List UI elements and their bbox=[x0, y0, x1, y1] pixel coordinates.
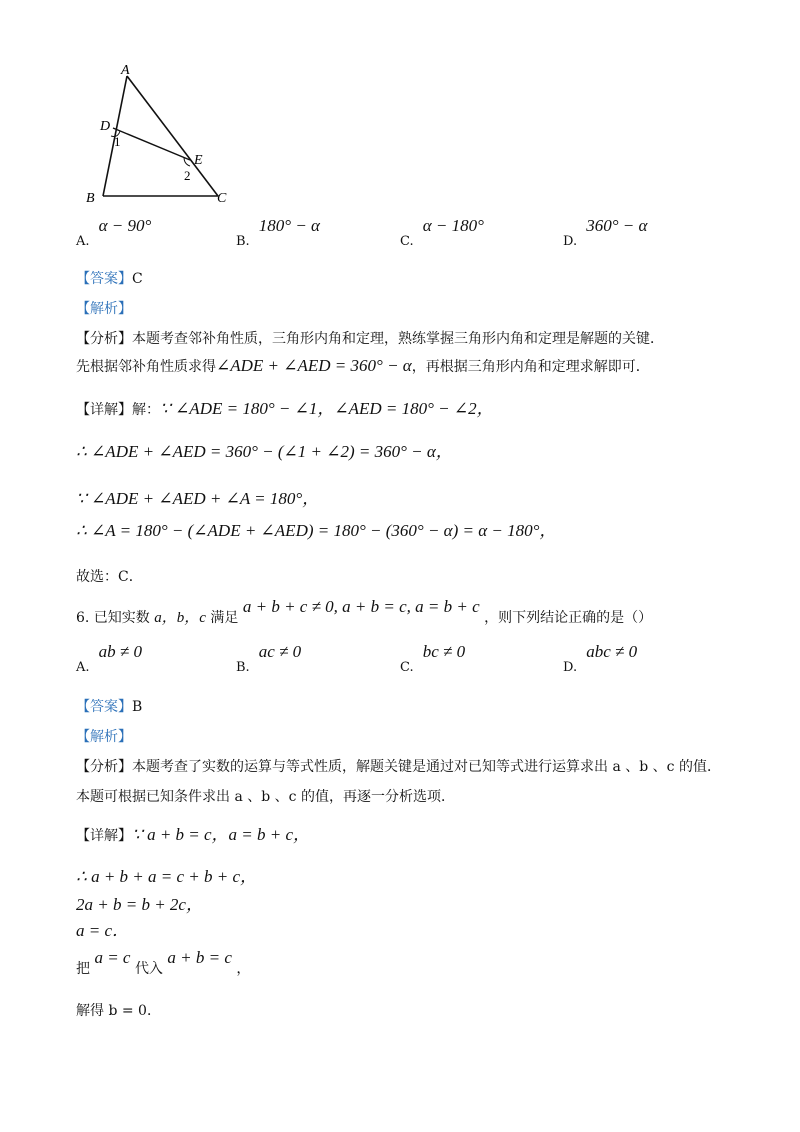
fenxi-prefix: 先根据邻补角性质求得 bbox=[76, 359, 216, 375]
q6-step3: 2a + b = b + 2c， bbox=[76, 895, 203, 914]
q6-xiangjie bbox=[76, 820, 310, 845]
stem-math: a + b + c ≠ 0, a + b = c, a = b + c bbox=[242, 597, 480, 616]
step5-m1: a = c bbox=[94, 948, 131, 967]
triangle-figure bbox=[80, 60, 250, 210]
q5-step4: ∴ ∠A = 180° − (∠ADE + ∠AED) = 180° − (360° − α) = α − 180°， bbox=[76, 521, 557, 540]
q6-answer bbox=[76, 696, 142, 716]
fenxi-suffix: ，再根据三角形内角和定理求解即可． bbox=[411, 359, 650, 375]
option-expr: α − 180° bbox=[422, 216, 484, 235]
q6-step4: a = c． bbox=[76, 921, 130, 940]
q5-fenxi bbox=[76, 328, 664, 348]
q6-option-a bbox=[76, 642, 142, 675]
option-expr: ab ≠ 0 bbox=[98, 642, 142, 661]
fenxi-text: 本题考查了实数的运算与等式性质，解题关键是通过对已知等式进行运算求出 a 、b 、c 的值． bbox=[132, 759, 721, 775]
label-C: C bbox=[217, 191, 227, 206]
step1: ∵ a + b = c，a = b + c， bbox=[132, 825, 311, 844]
q5-fenxi-line2 bbox=[76, 356, 650, 376]
answer-label: 【答案】 bbox=[76, 699, 132, 715]
option-expr: ac ≠ 0 bbox=[258, 642, 302, 661]
xiangjie-prefix: 解： bbox=[132, 402, 160, 418]
xiangjie-label: 【详解】 bbox=[76, 402, 132, 418]
label-B: B bbox=[86, 191, 95, 206]
label-2: 2 bbox=[184, 168, 191, 183]
q5-answer bbox=[76, 268, 143, 288]
stem-mid: 满足 bbox=[210, 610, 239, 626]
q6-fenxi bbox=[76, 756, 721, 776]
fenxi-label: 【分析】 bbox=[76, 759, 132, 775]
option-expr: bc ≠ 0 bbox=[422, 642, 466, 661]
q6-jiexi: 【解析】 bbox=[76, 729, 132, 745]
option-expr: abc ≠ 0 bbox=[586, 642, 638, 661]
step5-m2: a + b = c bbox=[167, 948, 232, 967]
option-letter: D. bbox=[563, 234, 578, 249]
q6-step5 bbox=[76, 948, 251, 977]
step5-prefix: 把 bbox=[76, 961, 90, 977]
stem-suffix: ，则下列结论正确的是（） bbox=[484, 610, 653, 626]
q6-stem bbox=[76, 596, 653, 626]
q5-step3: ∵ ∠ADE + ∠AED + ∠A = 180°， bbox=[76, 489, 320, 508]
option-letter: C. bbox=[400, 660, 414, 675]
xiangjie-label: 【详解】 bbox=[76, 828, 132, 844]
option-expr: α − 90° bbox=[98, 216, 152, 235]
step5-suffix: ， bbox=[236, 961, 251, 977]
stem-prefix: 6. 已知实数 bbox=[76, 610, 150, 626]
q6-option-c bbox=[400, 642, 466, 675]
answer-value: C bbox=[132, 271, 143, 287]
answer-label: 【答案】 bbox=[76, 271, 132, 287]
q5-option-c bbox=[400, 216, 484, 249]
q6-fenxi-line2: 本题可根据已知条件求出 a 、b 、c 的值，再逐一分析选项． bbox=[76, 789, 455, 805]
fenxi-text: 本题考查邻补角性质，三角形内角和定理，熟练掌握三角形内角和定理是解题的关键． bbox=[132, 331, 664, 347]
option-letter: A. bbox=[76, 234, 90, 249]
q5-conclusion: 故选：C． bbox=[76, 569, 143, 585]
q6-step2: ∴ a + b + a = c + b + c， bbox=[76, 867, 258, 886]
label-1: 1 bbox=[114, 134, 121, 149]
option-letter: B. bbox=[236, 234, 250, 249]
fenxi-label: 【分析】 bbox=[76, 331, 132, 347]
q5-option-b bbox=[236, 216, 320, 249]
step1: ∵ ∠ADE = 180° − ∠1，∠AED = 180° − ∠2， bbox=[160, 399, 494, 418]
q5-xiangjie bbox=[76, 394, 494, 419]
stem-vars: a，b，c bbox=[154, 610, 206, 626]
option-letter: B. bbox=[236, 660, 250, 675]
side-AC bbox=[127, 76, 218, 196]
option-expr: 360° − α bbox=[586, 216, 648, 235]
answer-value: B bbox=[132, 699, 143, 715]
option-letter: A. bbox=[76, 660, 90, 675]
q5-jiexi: 【解析】 bbox=[76, 301, 132, 317]
q5-step2: ∴ ∠ADE + ∠AED = 360° − (∠1 + ∠2) = 360° − α， bbox=[76, 442, 453, 461]
option-letter: D. bbox=[563, 660, 578, 675]
q5-option-d bbox=[563, 216, 648, 249]
label-E: E bbox=[194, 153, 203, 168]
fenxi-math: ∠ADE + ∠AED = 360° − α bbox=[216, 356, 412, 375]
q6-step6: 解得 b = 0． bbox=[76, 1003, 161, 1019]
option-letter: C. bbox=[400, 234, 414, 249]
label-A: A bbox=[121, 63, 130, 78]
option-expr: 180° − α bbox=[258, 216, 320, 235]
step5-mid: 代入 bbox=[134, 961, 163, 977]
q5-option-a bbox=[76, 216, 152, 249]
q6-option-d bbox=[563, 642, 638, 675]
q6-option-b bbox=[236, 642, 302, 675]
label-D: D bbox=[100, 119, 111, 134]
